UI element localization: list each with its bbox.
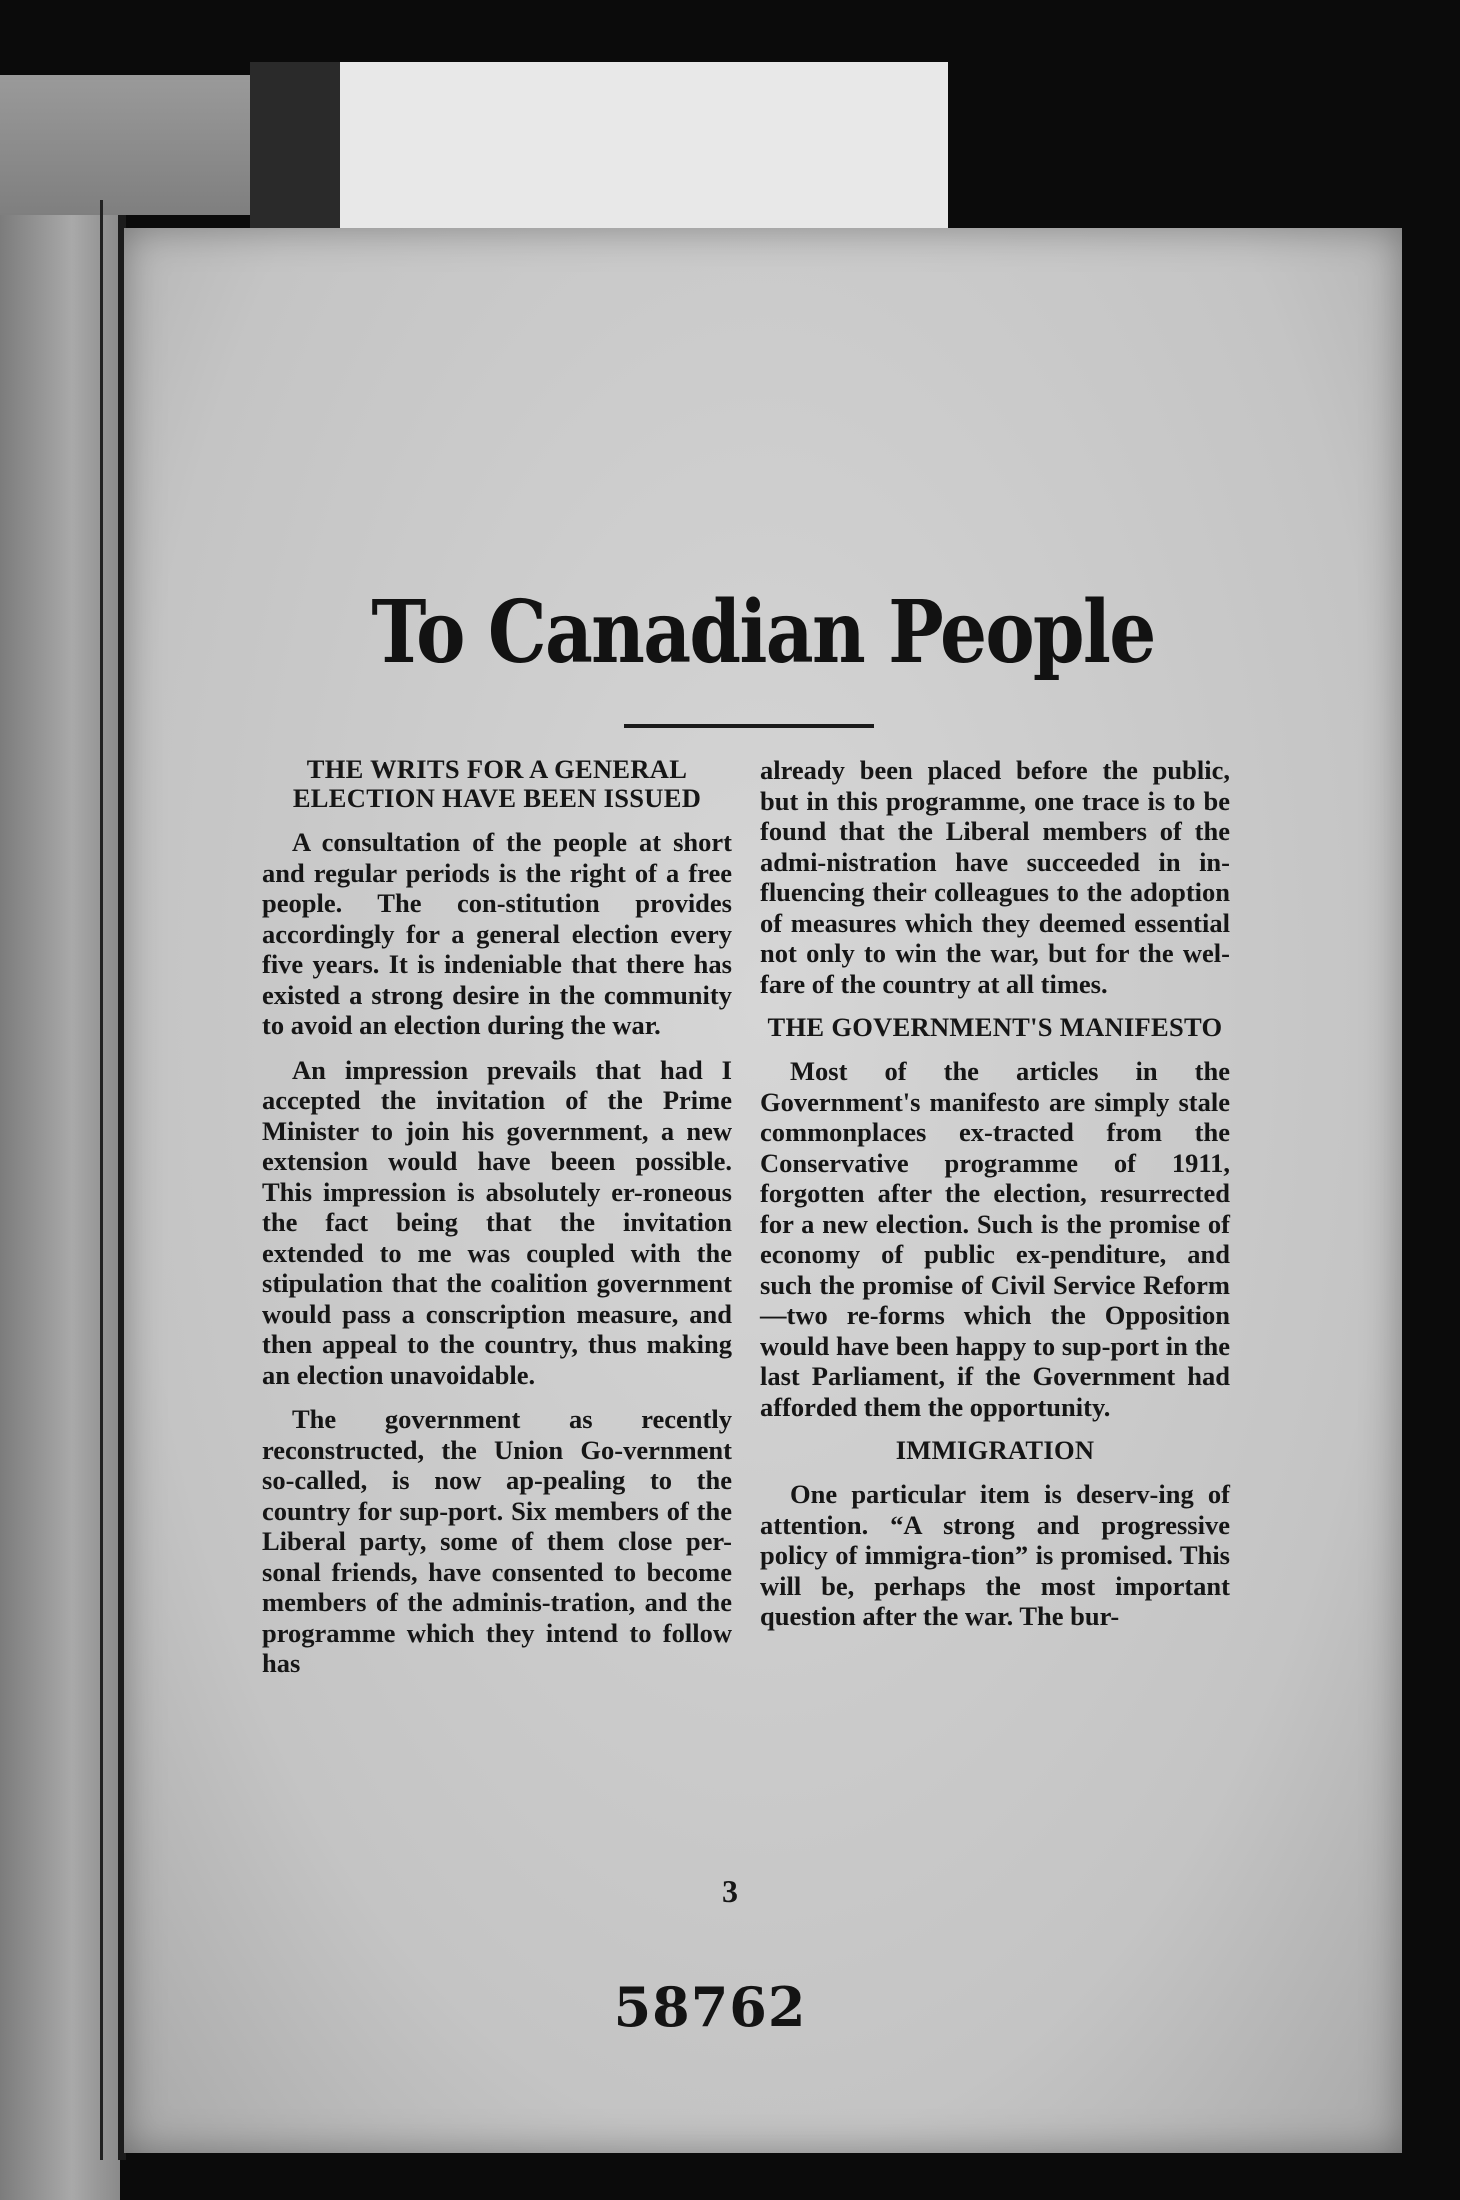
section-heading: THE WRITS FOR A GENERAL ELECTION HAVE BEEN ISSUED: [292, 754, 702, 813]
paper-strip: [340, 62, 948, 232]
body-paragraph: Most of the articles in the Government's manifesto are simply stale commonplaces ex-tracted from the Conservative programme of 1911, forgotten after the election, resurrected for a new election. Such is the promise of economy of public ex-penditure, and such the promise of Civil Service Reform—two re-forms which the Opposition would have been happy to sup-port in the last Parliament, if the Government had afforded them the opportunity.: [760, 1056, 1230, 1422]
archive-stamp-number: 58762: [613, 1975, 807, 2039]
section-heading: IMMIGRATION: [895, 1435, 1095, 1465]
scan-shadow: [250, 62, 345, 232]
page-title: To Canadian People: [371, 582, 1155, 683]
body-paragraph: already been placed before the public, but in this programme, one trace is to be found that the Liberal members of the admi-nistration have succeeded in in-fluencing their colleagues to the adoption of measures which they deemed essential not only to win the war, but for the wel-fare of the country at all times.: [760, 755, 1230, 999]
title-rule: [624, 724, 874, 728]
body-paragraph: One particular item is deserv-ing of attention. “A strong and progressive policy of immigra-tion” is promised. This will be, perhaps the most important question after the war. The bur-: [760, 1479, 1230, 1631]
page-number: 3: [722, 1873, 738, 1909]
body-paragraph: A consultation of the people at short and regular periods is the right of a free people. The con-stitution provides accordingly for a general election every five years. It is indeniable that there has existed a strong desire in the community to avoid an election during the war.: [262, 827, 732, 1040]
left-column: [262, 755, 732, 1693]
section-heading: THE GOVERNMENT'S MANIFESTO: [767, 1012, 1223, 1042]
binding-line: [100, 200, 103, 2160]
adjacent-page-corner: [0, 75, 250, 215]
body-paragraph: An impression prevails that had I accepted the invitation of the Prime Minister to join his government, a new extension would have beeen possible. This impression is absolutely er-roneous the fact being that the invitation extended to me was coupled with the stipulation that the coalition government would pass a conscription measure, and then appeal to the country, thus making an election unavoidable.: [262, 1054, 732, 1390]
right-column: [760, 755, 1230, 1646]
body-paragraph: The government as recently reconstructed, the Union Go-vernment so-called, is now ap-pealing to the country for sup-port. Six members of the Liberal party, some of them close per-sonal friends, have consented to become members of the adminis-tration, and the programme which they intend to follow has: [262, 1404, 732, 1678]
